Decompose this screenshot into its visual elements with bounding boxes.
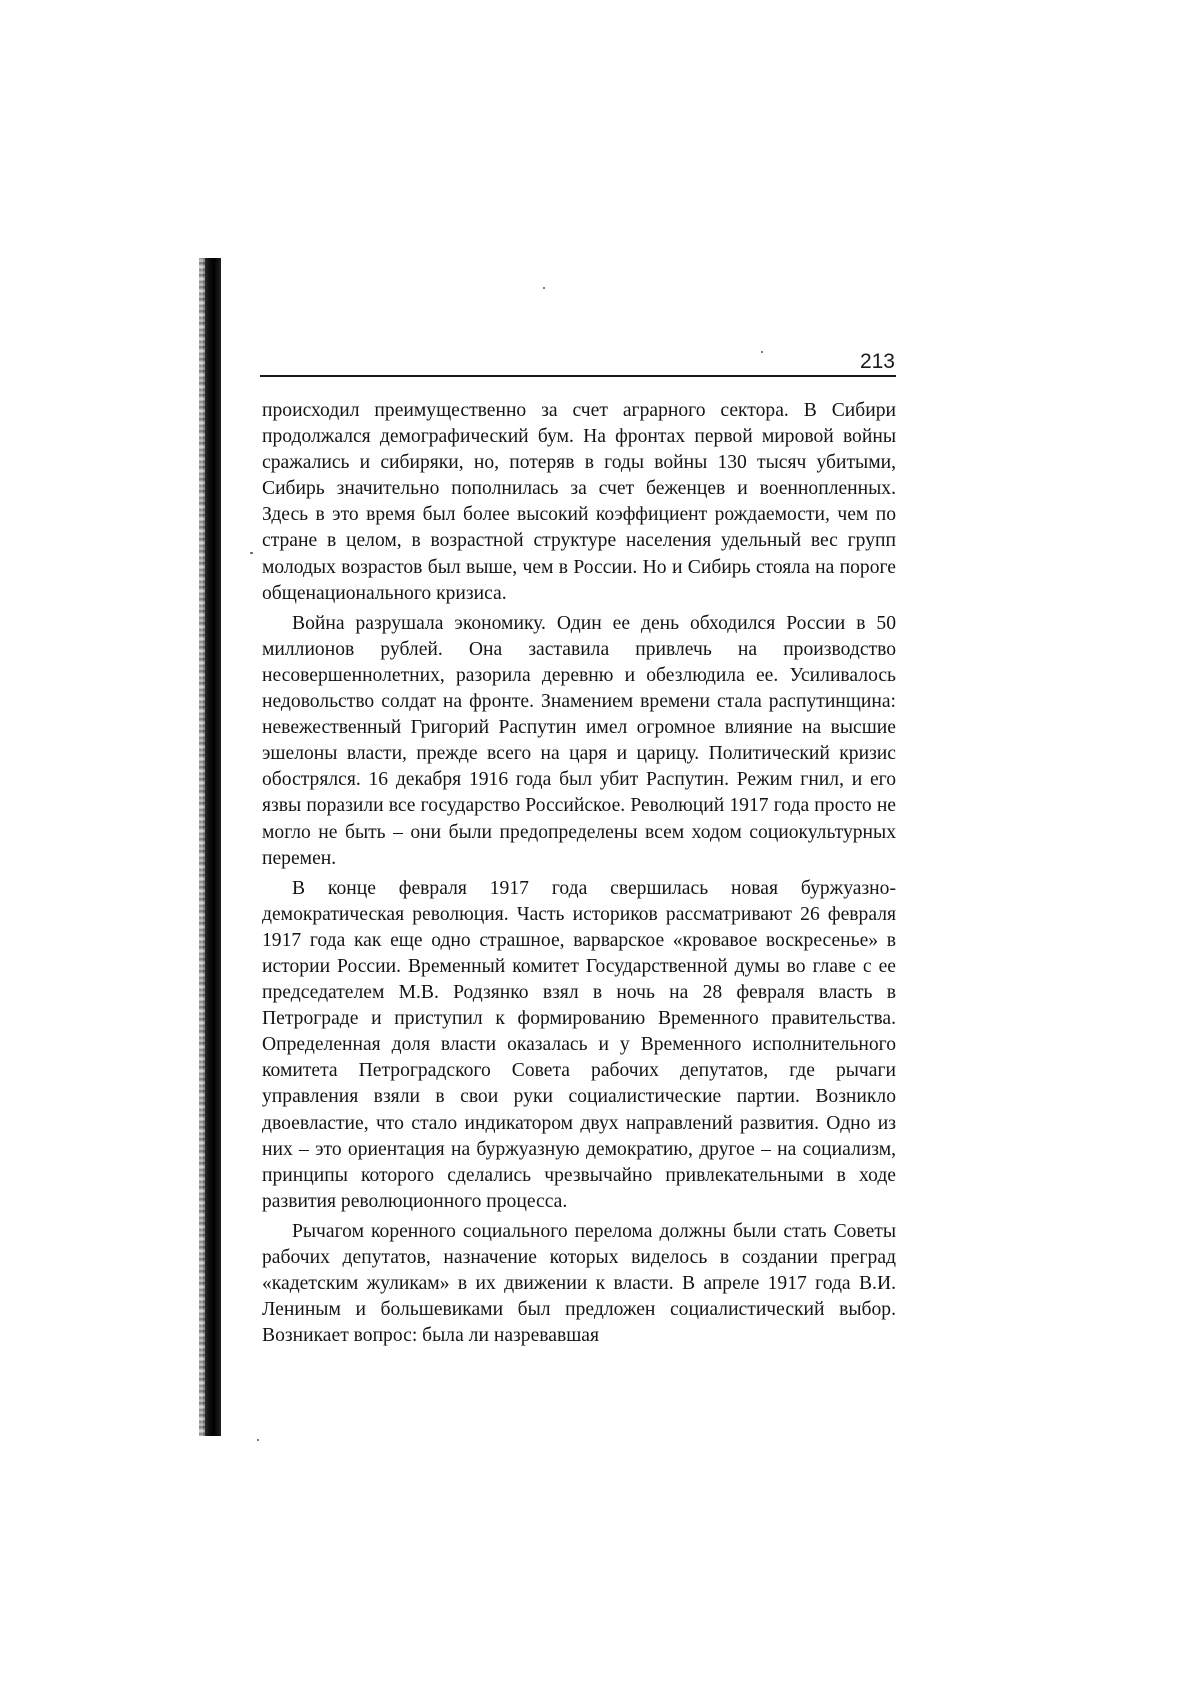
scan-speck xyxy=(257,1439,259,1441)
scan-speck xyxy=(761,351,763,353)
scan-spine-noise xyxy=(199,258,205,1436)
paragraph: В конце февраля 1917 года свершилась новая буржуазно-демократическая революция. Часть историков рассматривают 26 февраля 1917 года как еще одно страшное, варварское «кровавое воскресенье» в истории России. Временный комитет Государственной думы во главе с ее председателем М.В. Родзянко взял в ночь на 28 февраля власть в Петрограде и приступил к формированию Временного правительства. Определенная доля власти оказалась и у Временного исполнительного комитета Петроградского Совета рабочих депутатов, где рычаги управления взяли в свои руки социалистические партии. Возникло двоевластие, что стало индикатором двух направлений развития. Одно из них – это ориентация на буржуазную демократию, другое – на социализм, принципы которого сделались чрезвычайно привлекательными в ходе развития революционного процесса. xyxy=(262,877,896,1212)
paragraph: происходил преимущественно за счет аграрного сектора. В Сибири продолжался демографический бум. На фронтах первой мировой войны сражались и сибиряки, но, потеряв в годы войны 130 тысяч убитыми, Сибирь значительно пополнилась за счет беженцев и военнопленных. Здесь в это время был более высокий коэффициент рождаемости, чем по стране в целом, в возрастной структуре населения удельный вес групп молодых возрастов был выше, чем в России. Но и Сибирь стояла на пороге общенационального кризиса. xyxy=(262,400,896,604)
scan-speck xyxy=(543,287,545,289)
header-rule xyxy=(260,375,896,377)
scan-spine-shadow xyxy=(203,258,221,1436)
scan-speck xyxy=(250,552,253,554)
body-text xyxy=(262,398,896,1353)
page-number: 213 xyxy=(859,350,895,373)
paragraph: Рычагом коренного социального перелома должны были стать Советы рабочих депутатов, назначение которых виделось в создании преград «кадетским жуликам» в их движении к власти. В апреле 1917 года В.И. Лениным и большевиками был предложен социалистический выбор. Возникает вопрос: была ли назревавшая xyxy=(262,1220,896,1347)
paragraph: Война разрушала экономику. Один ее день обходился России в 50 миллионов рублей. Она заставила привлечь на производство несовершеннолетних, разорила деревню и обезлюдила ее. Усиливалось недовольство солдат на фронте. Знамением времени стала распутинщина: невежественный Григорий Распутин имел огромное влияние на высшие эшелоны власти, прежде всего на царя и царицу. Политический кризис обострялся. 16 декабря 1916 года был убит Распутин. Режим гнил, и его язвы поразили все государство Российское. Революций 1917 года просто не могло не быть – они были предопределены всем ходом социокультурных перемен. xyxy=(262,612,896,869)
